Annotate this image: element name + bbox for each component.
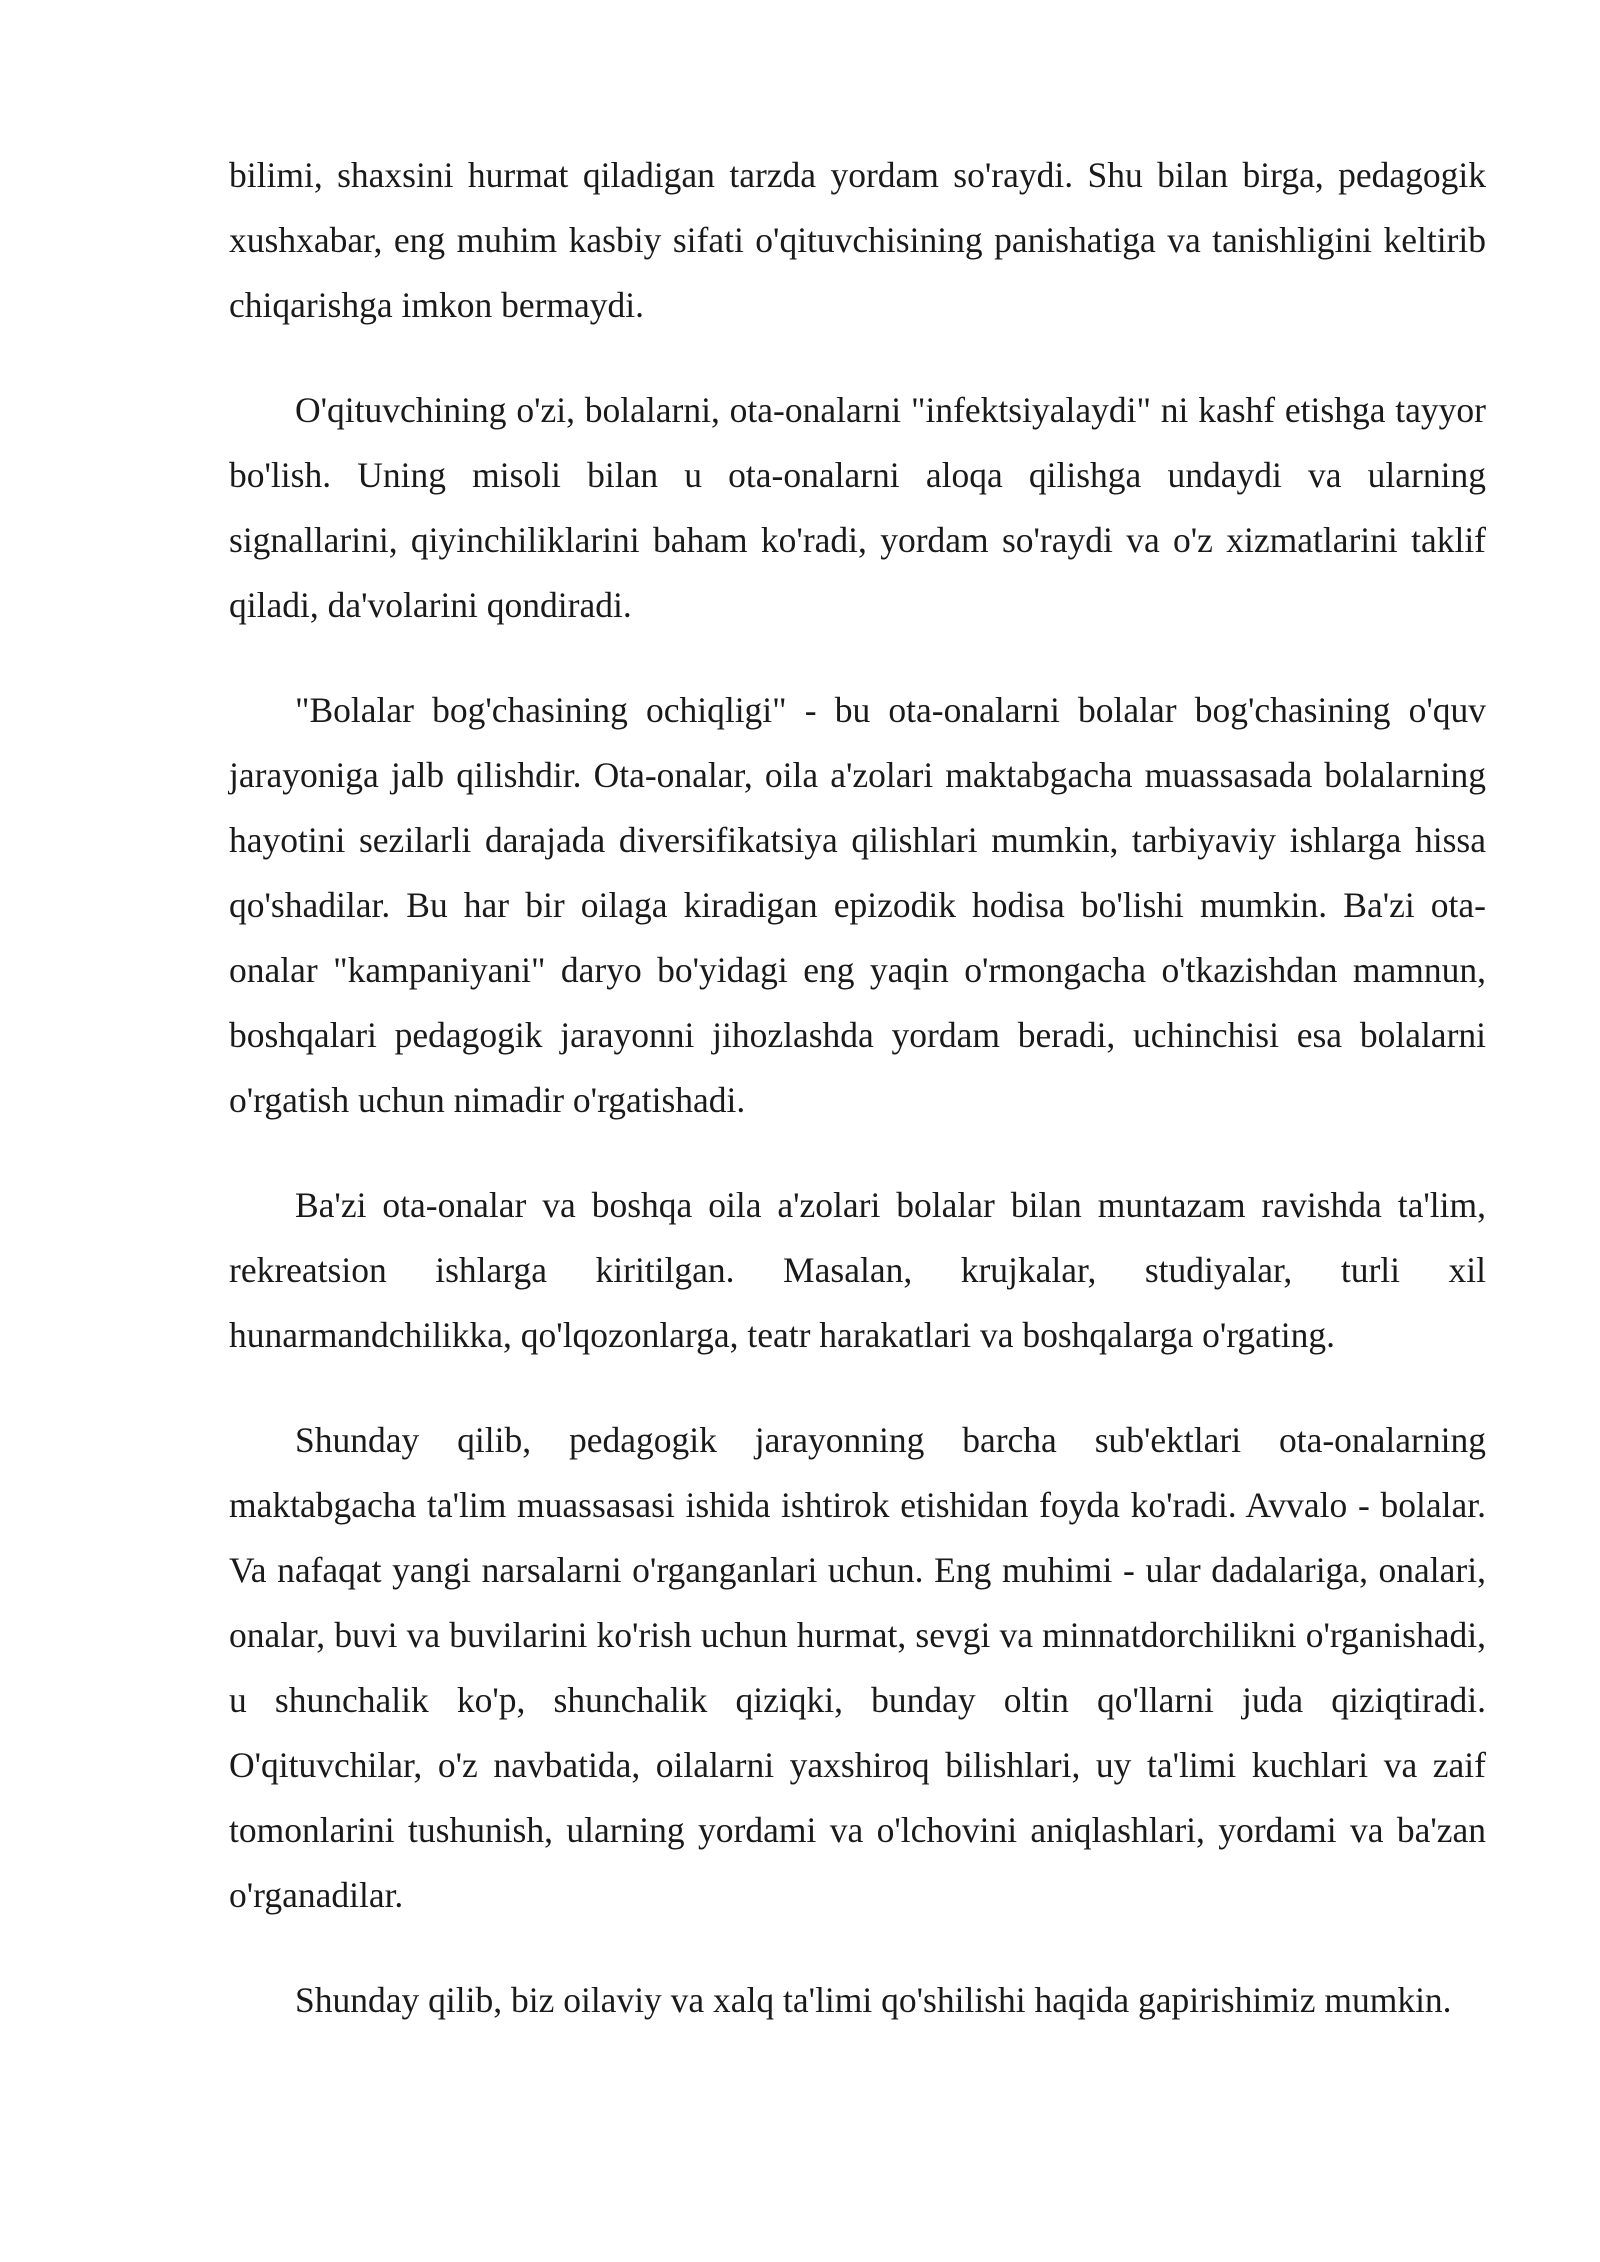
paragraph-continuation: bilimi, shaxsini hurmat qiladigan tarzda yordam so'raydi. Shu bilan birga, pedagogik xushxabar, eng muhim kasbiy sifati o'qituvchisining panishatiga va tanishligini keltirib chiqarishga imkon bermaydi.	[229, 155, 1486, 325]
paragraph-teacher-example: O'qituvchining o'zi, bolalarni, ota-onalarni "infektsiyalaydi" ni kashf etishga tayyor bo'lish. Uning misoli bilan u ota-onalarni aloqa qilishga undaydi va ularning signallarini, qiyinchiliklarini baham ko'radi, yordam so'raydi va o'z xizmatlarini taklif qiladi, da'volarini qondiradi.	[229, 390, 1486, 625]
paragraph-benefits: Shunday qilib, pedagogik jarayonning barcha sub'ektlari ota-onalarning maktabgacha ta'lim muassasasi ishida ishtirok etishidan foyda ko'radi. Avvalo - bolalar. Va nafaqat yangi narsalarni o'rganganlari uchun. Eng muhimi - ular dadalariga, onalari, onalar, buvi va buvilarini ko'rish uchun hurmat, sevgi va minnatdorchilikni o'rganishadi, u shunchalik ko'p, shunchalik qiziqki, bunday oltin qo'llarni juda qiziqtiradi. O'qituvchilar, o'z navbatida, oilalarni yaxshiroq bilishlari, uy ta'limi kuchlari va zaif tomonlarini tushunish, ularning yordami va o'lchovini aniqlashlari, yordami va ba'zan o'rganadilar.	[229, 1420, 1486, 1915]
paragraph-conclusion: Shunday qilib, biz oilaviy va xalq ta'limi qo'shilishi haqida gapirishimiz mumkin.	[295, 1980, 1452, 2020]
body-text	[229, 143, 1486, 2033]
paragraph-family-involvement: Ba'zi ota-onalar va boshqa oila a'zolari bolalar bilan muntazam ravishda ta'lim, rekreatsion ishlarga kiritilgan. Masalan, krujkalar, studiyalar, turli xil hunarmandchilikka, qo'lqozonlarga, teatr harakatlari va boshqalarga o'rgating.	[229, 1185, 1486, 1355]
paragraph-kindergarten-openness: "Bolalar bog'chasining ochiqligi" - bu ota-onalarni bolalar bog'chasining o'quv jarayoniga jalb qilishdir. Ota-onalar, oila a'zolari maktabgacha muassasada bolalarning hayotini sezilarli darajada diversifikatsiya qilishlari mumkin, tarbiyaviy ishlarga hissa qo'shadilar. Bu har bir oilaga kiradigan epizodik hodisa bo'lishi mumkin. Ba'zi ota-onalar "kampaniyani" daryo bo'yidagi eng yaqin o'rmongacha o'tkazishdan mamnun, boshqalari pedagogik jarayonni jihozlashda yordam beradi, uchinchisi esa bolalarni o'rgatish uchun nimadir o'rgatishadi.	[229, 690, 1486, 1120]
